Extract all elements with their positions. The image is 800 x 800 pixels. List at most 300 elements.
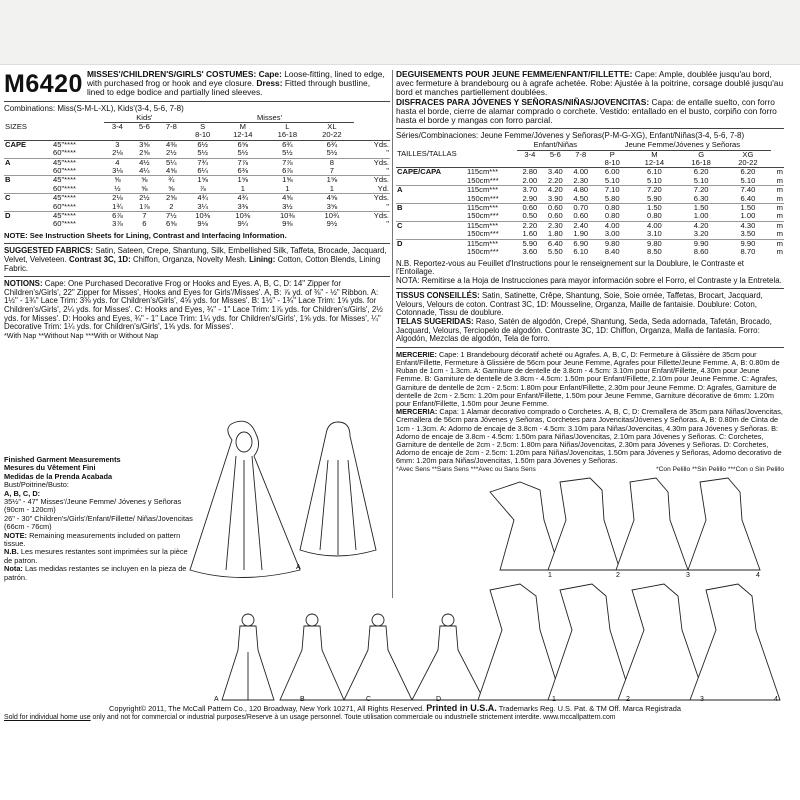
fr-nap-footnote: *Avec Sens **Sans Sens ***Avec ou Sans Sens	[396, 465, 536, 473]
size_table-size-range	[104, 131, 131, 140]
size_table-section: C	[5, 193, 11, 203]
notions	[4, 276, 390, 332]
size_table-range-row	[4, 131, 390, 140]
metric_table-value: 5.90	[522, 238, 538, 248]
cape-back-illustration	[300, 422, 376, 556]
size_table-value: 10¾	[324, 211, 340, 221]
printed-in: Printed in U.S.A.	[426, 703, 497, 713]
metric_table-value: 2.30	[547, 220, 563, 230]
usage-text: only and not for commercial or industrial purposes/Reserve à un usage personnel. Toute utilisation commerciale ou industrielle strictement interdite. www.mccallpattern.com	[92, 714, 616, 721]
size_table-width: 60"****	[53, 183, 76, 193]
metric_table-blank	[771, 150, 784, 159]
sheet-edge	[0, 64, 800, 65]
tissus-text: Satin, Satinette, Crêpe, Shantung, Soie, Soie ornée, Taffetas, Brocart, Jacquard, Velours, Velours de coton. Contrast 3C, 1D: Mousseline, Organza, Maille de fantaisie. Doublure: Coton, Cotonnade, Tissu de doublure.	[396, 291, 763, 318]
metric_table-unit: m	[776, 238, 783, 248]
tissus	[396, 288, 784, 318]
size_table-size-code: 3-4	[111, 122, 123, 132]
metric_table-value: 4.20	[693, 220, 709, 230]
mercerie	[396, 347, 784, 408]
size_table-value: 2	[169, 201, 174, 211]
lining-text: Cotton, Cotton Blends, Lining Fabric.	[4, 255, 381, 273]
metric_table-unit: m	[776, 229, 783, 239]
flat-label-7: 3	[700, 696, 704, 703]
metric_table-value: 8.60	[693, 247, 709, 257]
metric_table-value: 7.20	[693, 185, 709, 195]
flat-views-illustration	[478, 478, 780, 700]
size_table-section: D	[5, 211, 11, 221]
cape-front-illustration	[190, 421, 300, 577]
lining-label: Lining:	[249, 255, 276, 265]
size_table-value: 5½	[237, 148, 249, 158]
dress-d-illustration	[412, 614, 484, 700]
yardage-table	[4, 114, 390, 229]
metric_table-width: 115cm***	[467, 220, 499, 230]
size_table-value: 9¼	[237, 219, 249, 229]
size_table-blank	[4, 131, 104, 140]
metric_table-group-kids: Enfant/Niñas	[517, 141, 593, 150]
fabrics-label: SUGGESTED FABRICS:	[4, 246, 93, 256]
size_table-unit: "	[386, 166, 389, 176]
size_table-section: CAPE	[5, 139, 27, 149]
measure-bust: Bust/Poitrine/Busto:	[4, 480, 69, 490]
metric_table-value: 2.40	[573, 220, 589, 230]
dress-c-illustration	[344, 614, 412, 700]
size_table-value: 5½	[197, 148, 208, 158]
metric_table-value: 0.50	[522, 211, 538, 221]
metric_table-value: 4.30	[740, 220, 756, 230]
sold-for-home-use: Sold for individual home use	[4, 714, 91, 721]
flat-label-4: 4	[756, 572, 760, 579]
note-label: NOTE:	[4, 530, 27, 540]
copyright-line	[4, 704, 786, 713]
size_table-value: 6⅞	[282, 166, 293, 176]
garment-illustrations	[0, 420, 800, 705]
metric_table-value: 0.60	[522, 203, 538, 213]
size_table-unit: Yds.	[373, 175, 389, 185]
nb-label: N.B.	[4, 547, 19, 557]
usage-line	[4, 713, 786, 722]
mercerie-label: MERCERIE:	[396, 349, 437, 359]
size_table-width: 60"****	[53, 219, 76, 229]
metric_table-size-range: 16-18	[691, 158, 711, 168]
metric_table-value: 8.70	[740, 247, 756, 257]
view-label-cape: A	[296, 564, 301, 571]
dress-description: Fitted through bustline, lined to edge bodice and partially lined sleeves.	[86, 78, 371, 98]
metric_table-value: 9.90	[693, 238, 709, 248]
size_table-value: ⅝	[114, 175, 121, 185]
size_table-unit: Yds.	[373, 193, 389, 203]
size_table-value: 6	[142, 219, 147, 229]
metric_table-value: 6.90	[573, 238, 589, 248]
metric_table-row	[396, 177, 784, 186]
metric_table-value: 9.80	[604, 238, 620, 248]
size_table-unit: Yd.	[377, 183, 389, 193]
lining-note: NOTE: See Instruction Sheets for Lining, Contrast and Interfacing Information.	[4, 230, 287, 240]
metric_table-section: A	[397, 185, 403, 195]
size_table-section	[4, 185, 52, 194]
size_table-width: 45"****	[53, 211, 76, 221]
metric_table-value: 6.00	[604, 167, 620, 177]
fr-cape: Cape: Ample, doublée jusqu'au bord, avec fermeture à brandebourg ou à agrafe achetée.	[396, 69, 772, 89]
size_table-width: 45"****	[53, 139, 76, 149]
size_table-value: 1⅝	[197, 175, 208, 185]
size_table-unit: "	[386, 201, 389, 211]
size_table-unit: Yds.	[373, 211, 389, 221]
metric_table-value: 4.50	[573, 193, 589, 203]
size_table-value: 9⅛	[197, 219, 208, 229]
metric_table-value: 5.10	[740, 175, 756, 185]
size_table-size-code: XL	[327, 122, 337, 132]
metric_table-value: 8.40	[604, 247, 620, 257]
size_table-value: 7½	[166, 211, 177, 221]
size_table-value: 4¾	[237, 193, 249, 203]
view-label-b: B	[300, 696, 305, 703]
metric_table-value: 4.00	[604, 220, 620, 230]
size_table-value: 3⅝	[139, 139, 150, 149]
size_table-value: 2⅛	[112, 148, 123, 158]
metric_table-value: 1.50	[646, 203, 662, 213]
metric_table-value: 3.40	[547, 167, 563, 177]
measure-title-fr: Mesures du Vêtement Fini	[4, 463, 96, 473]
size_table-value: 7⅞	[282, 157, 293, 167]
metric_table-value: 0.60	[547, 211, 563, 221]
size_table-value: 7⅞	[237, 157, 249, 167]
size_table-size-code: M	[239, 122, 246, 132]
size_table-value: 10⅜	[279, 211, 295, 221]
size_table-value: 1	[329, 183, 335, 193]
metric_table-value: 5.10	[646, 175, 662, 185]
size_table-value: 6¾	[326, 139, 338, 149]
view-label-a: A	[214, 696, 219, 703]
metric_table-unit: m	[776, 203, 783, 213]
cape-description: Loose-fitting, lined to edge, with purchased frog or hook and eye closure.	[86, 69, 385, 89]
metric_table-size-code: 5-6	[549, 149, 561, 159]
metric_table-row	[396, 168, 784, 177]
metric_table-section	[396, 212, 466, 221]
trademarks: Trademarks Reg. U.S. Pat. & TM Off. Marca Registrada	[498, 704, 681, 713]
size_table-row	[4, 220, 390, 228]
size_table-value: 6⅞	[112, 211, 123, 221]
metric_table-value: 6.40	[547, 238, 563, 248]
size_table-section: A	[5, 157, 11, 167]
size_table-value: 6¾	[282, 139, 293, 149]
metric_table-value: 6.10	[573, 247, 589, 257]
metric_table-row	[396, 248, 784, 256]
notions-text: Cape: One Purchased Decorative Frog or Hooks and Eyes. A, B, C, D: 14" Zipper for Children's/Girls', 22" Zipper for Misses', Hooks and Eyes for Girls'/Misses'. A, B: ⅞ yd. of ⅜" - ½" Ribbon. A: 1½" - 1¾" Lace Trim: 3⅜ yds. for Children's/Girls', 4⅝ yds. for Misses'. B: 1½" - 1¾" Lace Trim: 1⅝ yds. for Children's/Girls', 2¼ yds. for Misses'. C: Hooks and Eyes, ¾" - 1" Lace Trim: 1⅞ yds. for Children's/Girls', 2½ yds. for Misses'. D: Hooks and Eyes, ¾" - 1" Lace Trim: 1¼ yds. for Children's/Girls', 1⅝ yds. for Misses', ¼" Decorative Trim: 1¼ yds. for Children's/Girls', 1⅝ yds. for Misses'.	[4, 279, 383, 332]
nota-label: Nota:	[4, 564, 23, 574]
size_table-value: ⅞	[199, 183, 206, 193]
flat-label-1: 1	[548, 572, 552, 579]
metric_table-value: 4.80	[573, 185, 589, 195]
size_table-width: 60"****	[53, 148, 76, 158]
metric_table-value: 5.10	[604, 175, 620, 185]
size_table-unit: "	[386, 219, 389, 229]
size_table-width: 45"****	[53, 175, 76, 185]
series: Séries/Combinaciones: Jeune Femme/Jóvenes y Señoras(P-M-G-XG), Enfant/Niñas(3-4, 5-6, 7-8)	[396, 128, 784, 140]
size_table-value: 5½	[282, 148, 293, 158]
metric_table-value: 7.40	[740, 185, 756, 195]
metric_table-unit: m	[776, 175, 783, 185]
metric_table-width: 150cm***	[467, 193, 499, 203]
suggested-fabrics	[4, 243, 390, 273]
size_table-value: 7	[142, 211, 147, 221]
metric_table-value: 6.20	[693, 167, 709, 177]
size_table-blank	[354, 114, 390, 123]
size_table-value: 4⅝	[166, 166, 177, 176]
metric_table-value: 2.20	[522, 220, 538, 230]
metric_table-value: 0.70	[573, 203, 589, 213]
metric_table-blank	[771, 141, 784, 150]
metric_table-size-code: M	[651, 149, 658, 159]
metric_table-value: 3.50	[740, 229, 756, 239]
metric_table-value: 2.90	[522, 193, 538, 203]
metric_table-section: B	[397, 203, 403, 213]
metric_table-width: 115cm***	[467, 203, 499, 213]
merceria-text: Capa: 1 Alamar decorativo comprado o Corchetes. A, B, C, D: Cremallera de 35cm para Niñas/Jovencitas, Cremallera de 56cm para Jóvenes y Señoras, Corchetes para Jovencitas/Jóvenes y Señoras. A, B: 0.80m de Cinta de 1cm - 1.3cm. A: Adorno de encaje de 3.8cm - 4.5cm: 3.10m para Niñas/Jovencitas, 4.30m para Jóvenes y Señoras. B: Adorno de encaje de 3.8cm - 4.5cm: 1.50m para Niñas/Jovencitas, 2.10m para Jóvenes y Señoras. C: Corchetes, Garniture de dentelle de 2cm - 2.5cm: 1.80m para Niñas/Jovencitas, 2.30m para Jóvenes y Señoras. D: Corchetes, Adorno de encaje de 2cm - 2.5cm: 1.20m para Niñas/Jovencitas, 1.50m para Jóvenes y Señoras, Adorno decorativo de 6mm: 1.20m para Niñas/Jovencitas, 1.50m para Jóvenes y Señoras.	[396, 407, 783, 466]
metric_table-value: 5.10	[693, 175, 709, 185]
flat-label-8: 4	[774, 696, 778, 703]
metric_table-value: 4.20	[547, 185, 563, 195]
metric_table-range-row	[396, 159, 784, 168]
metric_table-section	[396, 248, 466, 256]
telas	[396, 318, 784, 344]
size_table-value: 3⅜	[237, 201, 249, 211]
header	[4, 70, 390, 98]
metric_table-value: 2.00	[522, 175, 538, 185]
measure-title-en: Finished Garment Measurements	[4, 455, 121, 464]
metric_table-size-range: 20-22	[738, 158, 758, 168]
merceria-label: MERCERIA:	[396, 407, 438, 417]
metric_table-unit: m	[776, 247, 783, 257]
metric_table-width: 150cm***	[467, 211, 499, 221]
nota-es: NOTA: Remitirse a la Hoja de Instrucciones para mayor información sobre el Forro, el Contraste y la Entretela.	[396, 275, 782, 285]
metric_table-row	[396, 212, 784, 221]
size_table-value: ½	[114, 183, 121, 193]
size_table-size-range: 20-22	[322, 130, 342, 140]
size_table-blank	[354, 123, 390, 132]
cape-label: Cape:	[258, 69, 282, 79]
view-label-d: D	[436, 696, 442, 703]
metric_table-unit: m	[776, 211, 783, 221]
size_table-width: 60"****	[53, 166, 76, 176]
metric_table-sizes-label: TAILLES/TALLAS	[397, 149, 457, 159]
size_table-width: 60"****	[53, 201, 76, 211]
metric_table-row	[396, 221, 784, 230]
flat-label-6: 2	[626, 696, 630, 703]
note-fr-text: Les mesures restantes sont imprimées sur la pièce de patron.	[4, 547, 188, 565]
dress-a-front-illustration	[222, 614, 274, 700]
metric_table-size-code: 3-4	[524, 149, 536, 159]
size_table-value: 1¾	[112, 201, 123, 211]
size_table-width: 45"****	[53, 193, 76, 203]
size_table-value: 4⅜	[166, 139, 177, 149]
metric_table-row	[396, 186, 784, 195]
metric_table-value: 7.20	[646, 185, 662, 195]
metric_table-row	[396, 239, 784, 248]
metric_table-value: 5.50	[547, 247, 563, 257]
size_table-value: 2½	[139, 193, 150, 203]
size_table-value: 4½	[139, 157, 150, 167]
metric_table-width: 115cm***	[467, 185, 499, 195]
size_table-value: 4¾	[197, 193, 208, 203]
metric_table-value: 6.10	[646, 167, 662, 177]
es-description	[396, 98, 784, 126]
metric_table-size-row	[396, 150, 784, 159]
size_table-value: ¾	[168, 175, 175, 185]
measure-views: A, B, C, D:	[4, 488, 41, 498]
metric_table-width: 150cm***	[467, 175, 499, 185]
flat-label-2: 2	[616, 572, 620, 579]
size_table-value: 1⅝	[282, 175, 293, 185]
metric_table-row	[396, 204, 784, 213]
size_table-value: ⅝	[168, 183, 175, 193]
metric_table-value: 6.40	[740, 193, 756, 203]
metric_table-value: 1.60	[522, 229, 538, 239]
metric_table-size-range: 8-10	[604, 158, 620, 168]
size_table-value: 7¾	[197, 157, 208, 167]
footer	[4, 704, 786, 722]
size_table-value: 5¼	[166, 157, 177, 167]
metric_table-unit: m	[776, 193, 783, 203]
french-spanish-column	[396, 70, 784, 474]
metric_table-value: 0.60	[573, 211, 589, 221]
measure-title-es: Medidas de la Prenda Acabada	[4, 471, 113, 481]
metric_table-width: 115cm***	[467, 238, 499, 248]
size_table-value: 10⅜	[195, 211, 211, 221]
metric_table-size-code: 7-8	[575, 149, 587, 159]
metric_table-value: 5.80	[604, 193, 620, 203]
size_table-value: 9½	[326, 219, 338, 229]
size_table-value: 1⅝	[237, 175, 249, 185]
size_table-size-range	[158, 131, 185, 140]
metric_table-value: 9.90	[740, 238, 756, 248]
metric_table-section: CAPE/CAPA	[397, 167, 442, 177]
metric_table-value: 1.80	[547, 229, 563, 239]
metric_table-size-code: G	[698, 149, 705, 159]
size_table-group-kids: Kids'	[104, 114, 185, 123]
metric_table-section: C	[397, 220, 403, 230]
metric_table-value: 0.80	[604, 203, 620, 213]
size_table-value: 3	[115, 139, 120, 149]
size_table-value: 5½	[326, 148, 338, 158]
metric_table-value: 1.50	[693, 203, 709, 213]
size_table-section	[4, 203, 52, 212]
metric_table-section	[396, 177, 466, 186]
metric_table-value: 3.20	[693, 229, 709, 239]
metric_table-size-code: XG	[742, 149, 754, 159]
es-vestido: Vestido: entallado en el busto, corpiño con forro hasta el borde y mangas con forro parcial.	[396, 105, 777, 126]
size_table-value: 3½	[282, 201, 293, 211]
dress-label: Dress:	[256, 78, 283, 89]
metric_table-value: 3.90	[547, 193, 563, 203]
metric_table-value: 3.10	[646, 229, 662, 239]
size_table-value: 1⅝	[326, 175, 338, 185]
size_table-value: 4⅝	[326, 193, 338, 203]
size_table-size-range: 8-10	[195, 130, 211, 140]
metric_table-unit: m	[776, 220, 783, 230]
tissus-label: TISSUS CONSEILLÉS:	[396, 291, 480, 301]
metric_table-unit: m	[776, 167, 783, 177]
size_table-size-range	[131, 131, 158, 140]
size_table-value: 3⅛	[112, 166, 123, 176]
metric_table-section	[396, 230, 466, 239]
metric_table-value: 6.20	[740, 167, 756, 177]
es-capa: Capa: de entalle suelto, con forro hasta el borde, cierre de alamar comprado o corchete.	[396, 96, 775, 116]
metric_table-value: 8.50	[646, 247, 662, 257]
nb-fr: N.B. Reportez-vous au Feuillet d'Instructions pour le renseignement sur la Doublure, le Contraste et l'Entoilage.	[396, 258, 744, 277]
measure-children: 26" - 30" Children's/Girls'/Enfant/Fillette/ Niñas/Jovencitas (66cm - 76cm)	[4, 513, 193, 532]
size_table-value: ⅝	[141, 175, 148, 185]
metric_table-size-code: P	[609, 149, 615, 159]
size_table-width: 45"****	[53, 157, 76, 167]
metric_table-width: 150cm***	[467, 247, 499, 257]
size_table-value: 8	[329, 157, 335, 167]
size_table-value: 6⅝	[237, 139, 249, 149]
description	[87, 70, 390, 98]
size_table-value: 3⅝	[326, 201, 338, 211]
flat-label-3: 3	[686, 572, 690, 579]
measure-misses: 35½" - 47" Misses'/Jeune Femme/ Jóvenes y Señoras (90cm - 120cm)	[4, 497, 182, 515]
size_table-value: 1	[285, 183, 290, 193]
combinations: Combinations: Miss(S-M-L-XL), Kids'(3-4, 5-6, 7-8)	[4, 101, 390, 113]
size_table-section	[4, 149, 52, 158]
metric_table-value: 0.80	[646, 211, 662, 221]
english-column	[4, 70, 390, 340]
metric_table-row	[396, 230, 784, 239]
metric_table-width: 115cm***	[467, 167, 499, 177]
size_table-value: 2½	[166, 148, 177, 158]
metric-table	[396, 141, 784, 256]
size_table-blank	[354, 131, 390, 140]
metric_table-value: 4.00	[646, 220, 662, 230]
size_table-value: 4¼	[139, 166, 150, 176]
contrast-label: Contrast 3C, 1D:	[68, 255, 131, 265]
nap-footnote: *With Nap **Without Nap ***With or Without Nap	[4, 330, 159, 340]
metric_table-value: 0.80	[604, 211, 620, 221]
metric_table-value: 3.60	[522, 247, 538, 257]
size_table-group-misses: Misses'	[185, 114, 354, 123]
size_table-sizes-label: SIZES	[5, 121, 27, 131]
metric_table-value: 0.60	[547, 203, 563, 213]
size_table-size-range: 16-18	[277, 130, 298, 140]
size_table-value: 6⅜	[237, 166, 249, 176]
size_table-value: 2⅛	[112, 193, 123, 203]
metric_table-value: 4.00	[573, 167, 589, 177]
metric_table-value: 7.10	[604, 185, 620, 195]
metric_table-value: 3.00	[604, 229, 620, 239]
metric_table-value: 1.90	[573, 229, 589, 239]
metric_table-value: 3.70	[522, 185, 538, 195]
size_table-value: 2⅝	[139, 148, 150, 158]
size_table-value: 10⅜	[235, 211, 251, 221]
size_table-value: 4	[115, 157, 120, 167]
pattern-code: M6420	[4, 70, 83, 98]
size_table-unit: Yds.	[373, 157, 389, 167]
mercerie-text: Cape: 1 Brandebourg décoratif acheté ou Agrafes. A, B, C, D: Fermeture à Glissière de 35cm pour Enfant/Fillette, Fermeture à Glissière de 56cm pour Jeune Femme, Agrafes pour Fillette/Jeune Femme. A, B: 0.80m de Ruban de 1cm - 1.3cm. A: Garniture de dentelle de 3.8cm - 4.5cm: 3.10m pour Enfant/Fillette, 4.30m pour Jeune Femme. B: Garniture de dentelle de 3.8cm - 4.5cm: 1.50m pour Enfant/Fillette, 2.10m pour Jeune Femme. C: Agrafes, Garniture de dentelle de 2cm - 2.5cm: 1.80m pour Enfant/Fillette, 2.30m pour Jeune Femme. D: Agrafes, Garniture de dentelle de 2cm - 2.5cm: 1.20m pour Enfant/Fillette, 1.50m pour Jeune Femme, Garniture décorative de 6mm: 1.20m pour Enfant/Fillette, 1.50m pour Jeune Femme.	[396, 349, 780, 409]
es-nap-footnote: *Con Pelillo **Sin Pelillo ***Con o Sin Pelillo	[656, 465, 784, 473]
size_table-value: 6⅝	[166, 219, 177, 229]
size_table-size-code: 7-8	[165, 122, 177, 132]
description-title: MISSES'/CHILDREN'S/GIRLS' COSTUMES:	[86, 69, 257, 79]
contrast-text: Chiffon, Organza, Novelty Mesh.	[132, 255, 247, 265]
flat-label-5: 1	[552, 696, 556, 703]
size_table-value: 3¼	[197, 201, 208, 211]
size_table-value: 2⅝	[166, 193, 177, 203]
size_table-unit: "	[386, 148, 389, 158]
size_table-size-code: L	[285, 122, 290, 132]
view-label-c: C	[366, 696, 372, 703]
metric_table-value: 2.80	[522, 167, 538, 177]
